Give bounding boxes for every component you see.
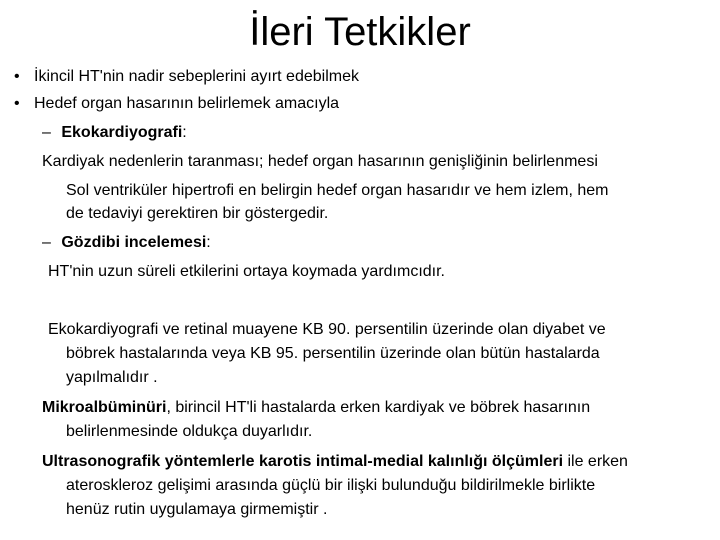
para2-line-1 [42, 397, 590, 419]
bullet-icon: • [14, 68, 20, 85]
para2-line-1-rest: , birincil HT'li hastalarda erken kardiyak ve böbrek hasarının [166, 399, 591, 416]
para1-line-3: yapılmalıdır . [66, 369, 158, 386]
bullet-item: İkincil HT'nin nadir sebeplerini ayırt edebilmek [34, 68, 359, 85]
bullet-icon: • [14, 95, 20, 112]
echo-label: Ekokardiyografi [61, 124, 183, 141]
lvh-text-line-2: de tedaviyi gerektiren bir göstergedir. [66, 205, 329, 222]
bullet-item: Hedef organ hasarının belirlemek amacıyla [34, 95, 340, 112]
echo-heading [42, 122, 187, 144]
microalbuminuria-term: Mikroalbüminüri [42, 399, 167, 416]
fundus-description: HT'nin uzun süreli etkilerini ortaya koymada yardımcıdır. [48, 263, 445, 280]
echo-colon: : [182, 124, 187, 141]
para3-line-1-rest: ile erken [563, 453, 628, 470]
slide-title: İleri Tetkikler [249, 10, 471, 54]
para1-line-1: Ekokardiyografi ve retinal muayene KB 90. persentilin üzerinde olan diyabet ve [48, 321, 606, 338]
para3-line-2: ateroskleroz gelişimi arasında güçlü bir ilişki bulunduğu bildirilmekle birlikte [66, 477, 596, 494]
para2-line-2: belirlenmesinde oldukça duyarlıdır. [66, 423, 313, 440]
dash-marker: – [42, 234, 51, 251]
para1-line-2: böbrek hastalarında veya KB 95. persentilin üzerinde olan bütün hastalarda [66, 345, 600, 362]
para3-line-3: henüz rutin uygulamaya girmemiştir . [66, 501, 328, 518]
fundus-colon: : [206, 234, 211, 251]
echo-description: Kardiyak nedenlerin taranması; hedef organ hasarının genişliğinin belirlenmesi [42, 153, 598, 170]
fundus-heading [42, 232, 211, 254]
fundus-label: Gözdibi incelemesi [61, 234, 207, 251]
ultrasonography-term: Ultrasonografik yöntemlerle karotis intimal-medial kalınlığı ölçümleri [42, 453, 564, 470]
lvh-text-line-1: Sol ventriküler hipertrofi en belirgin hedef organ hasarıdır ve hem izlem, hem [66, 182, 609, 199]
dash-marker: – [42, 124, 51, 141]
para3-line-1 [42, 451, 628, 473]
